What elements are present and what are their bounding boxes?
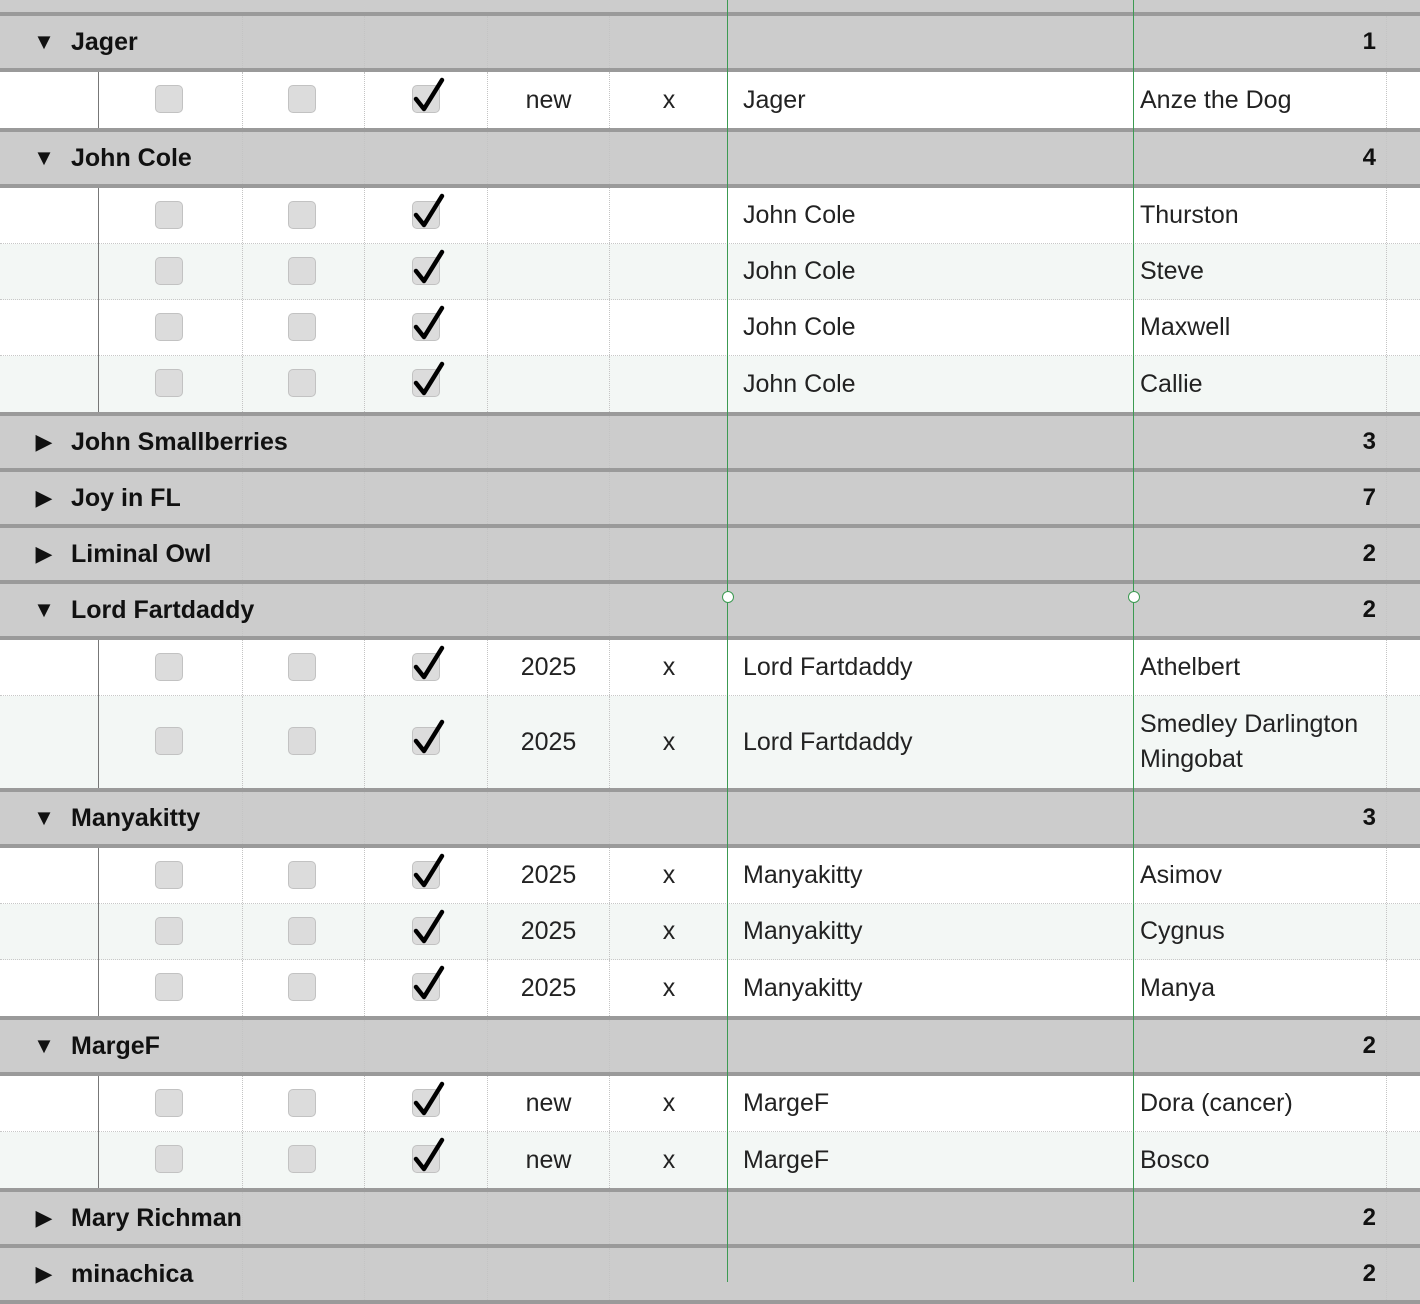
year-cell[interactable]: 2025: [520, 653, 577, 681]
column-divider: [364, 1020, 365, 1072]
group-rows: [0, 1076, 1420, 1192]
column-divider: [242, 528, 243, 580]
group-row[interactable]: [0, 584, 1420, 640]
year-cell[interactable]: 2025: [520, 727, 577, 756]
column-divider: [609, 528, 610, 580]
column-divider: [487, 132, 488, 184]
x-cell[interactable]: [610, 300, 728, 355]
year-cell[interactable]: new: [525, 1089, 572, 1117]
column-divider: [1386, 188, 1387, 243]
checkbox[interactable]: [155, 861, 183, 889]
pet-name-cell[interactable]: Cygnus: [1140, 917, 1225, 945]
triangle-right-icon[interactable]: ▶: [35, 1261, 53, 1286]
column-divider: [242, 472, 243, 524]
checkbox[interactable]: [288, 973, 316, 1001]
column-divider: [487, 792, 488, 844]
column-divider: [242, 792, 243, 844]
column-divider: [487, 472, 488, 524]
year-cell[interactable]: 2025: [520, 973, 577, 1002]
owner-cell[interactable]: MargeF: [743, 1089, 830, 1117]
column-divider: [1386, 416, 1387, 468]
checkbox[interactable]: [288, 727, 316, 755]
column-divider: [242, 696, 243, 788]
checkbox[interactable]: [412, 201, 440, 229]
pet-name-cell[interactable]: Smedley Darlington Mingobat: [1140, 710, 1359, 773]
column-divider: [609, 584, 610, 636]
column-divider: [1386, 1248, 1387, 1300]
triangle-right-icon[interactable]: ▶: [35, 485, 53, 510]
column-divider: [364, 584, 365, 636]
column-divider: [1386, 960, 1387, 1016]
column-divider: [364, 848, 365, 903]
column-divider: [1386, 1020, 1387, 1072]
group-row[interactable]: [0, 1192, 1420, 1248]
owner-cell[interactable]: John Cole: [743, 201, 856, 229]
column-divider: [487, 528, 488, 580]
column-divider: [242, 356, 243, 412]
year-cell[interactable]: new: [525, 85, 572, 114]
x-cell[interactable]: x: [662, 861, 676, 889]
column-divider: [1386, 356, 1387, 412]
pet-name-cell[interactable]: Bosco: [1140, 1145, 1210, 1174]
pet-name-cell[interactable]: Athelbert: [1140, 653, 1241, 681]
table-row[interactable]: [0, 244, 1420, 300]
column-divider: [609, 132, 610, 184]
owner-cell[interactable]: John Cole: [743, 313, 856, 341]
column-divider: [1386, 472, 1387, 524]
checkbox[interactable]: [412, 313, 440, 341]
checkbox[interactable]: [412, 369, 440, 397]
table-row[interactable]: [0, 188, 1420, 244]
column-guide-handle[interactable]: [722, 591, 734, 603]
group-count: 2: [1362, 1032, 1376, 1059]
checkmark-icon: [412, 964, 446, 1004]
checkmark-icon: [412, 718, 446, 758]
pet-name-cell[interactable]: Anze the Dog: [1140, 85, 1292, 114]
checkbox[interactable]: [155, 1145, 183, 1173]
triangle-down-icon[interactable]: ▼: [33, 29, 55, 54]
checkmark-icon: [412, 248, 446, 288]
checkbox[interactable]: [288, 653, 316, 681]
checkbox[interactable]: [412, 861, 440, 889]
column-divider: [609, 416, 610, 468]
column-divider: [364, 132, 365, 184]
triangle-down-icon[interactable]: ▼: [33, 145, 55, 170]
pet-name-cell[interactable]: Maxwell: [1140, 313, 1231, 341]
x-cell[interactable]: x: [662, 727, 676, 756]
checkmark-icon: [412, 908, 446, 948]
checkbox[interactable]: [412, 727, 440, 755]
owner-cell[interactable]: John Cole: [743, 257, 856, 285]
checkbox[interactable]: [412, 1145, 440, 1173]
pet-name-cell[interactable]: Steve: [1140, 257, 1204, 285]
column-divider: [242, 16, 243, 68]
pet-name-cell[interactable]: Asimov: [1140, 861, 1222, 889]
checkbox[interactable]: [412, 917, 440, 945]
column-divider: [1386, 16, 1387, 68]
checkmark-icon: [412, 304, 446, 344]
column-divider: [1386, 244, 1387, 299]
year-cell[interactable]: [488, 356, 609, 412]
group-count: 1: [1362, 28, 1376, 55]
triangle-down-icon[interactable]: ▼: [33, 805, 55, 830]
group-name: Liminal Owl: [71, 540, 212, 568]
column-divider: [242, 1192, 243, 1244]
owner-cell[interactable]: Lord Fartdaddy: [743, 727, 913, 756]
column-divider: [364, 472, 365, 524]
column-divider: [364, 1248, 365, 1300]
group-count: 7: [1362, 484, 1376, 511]
checkbox[interactable]: [412, 85, 440, 113]
column-divider: [364, 640, 365, 695]
column-divider: [487, 16, 488, 68]
x-cell[interactable]: x: [662, 917, 676, 945]
checkmark-icon: [412, 76, 446, 116]
column-divider: [609, 1248, 610, 1300]
pet-name-cell[interactable]: Manya: [1140, 973, 1216, 1002]
checkbox[interactable]: [412, 973, 440, 1001]
checkbox[interactable]: [412, 653, 440, 681]
group-rows: [0, 640, 1420, 792]
group-name: Jager: [71, 28, 138, 56]
checkbox[interactable]: [288, 917, 316, 945]
x-cell[interactable]: [610, 244, 728, 299]
column-divider: [609, 792, 610, 844]
x-cell[interactable]: x: [662, 85, 676, 114]
column-divider: [364, 356, 365, 412]
checkmark-icon: [412, 1080, 446, 1120]
column-divider: [242, 1248, 243, 1300]
table-top-edge: [0, 0, 1420, 16]
group-name: Joy in FL: [71, 484, 181, 512]
group-name: John Cole: [71, 144, 192, 172]
owner-cell[interactable]: Manyakitty: [743, 861, 863, 889]
group-rows: [0, 188, 1420, 416]
column-divider: [1386, 300, 1387, 355]
owner-cell[interactable]: MargeF: [743, 1145, 830, 1174]
triangle-down-icon[interactable]: ▼: [33, 1033, 55, 1058]
checkbox[interactable]: [288, 861, 316, 889]
group-count: 2: [1362, 596, 1376, 623]
checkmark-icon: [412, 192, 446, 232]
year-cell[interactable]: 2025: [520, 917, 577, 945]
column-divider: [364, 188, 365, 243]
group-name: John Smallberries: [71, 428, 288, 456]
column-divider: [364, 16, 365, 68]
year-cell[interactable]: 2025: [520, 861, 577, 889]
checkbox[interactable]: [155, 369, 183, 397]
column-divider: [242, 132, 243, 184]
year-cell[interactable]: new: [525, 1145, 572, 1174]
checkbox[interactable]: [288, 369, 316, 397]
checkbox[interactable]: [155, 727, 183, 755]
checkbox[interactable]: [155, 201, 183, 229]
group-count: 3: [1362, 804, 1376, 831]
checkbox[interactable]: [412, 257, 440, 285]
table-row[interactable]: [0, 960, 1420, 1016]
group-name: Manyakitty: [71, 804, 201, 832]
year-cell[interactable]: [488, 188, 609, 243]
column-divider: [242, 188, 243, 243]
column-divider: [487, 584, 488, 636]
checkbox[interactable]: [155, 917, 183, 945]
triangle-down-icon[interactable]: ▼: [33, 597, 55, 622]
group-rows: [0, 848, 1420, 1020]
column-divider: [1386, 1132, 1387, 1188]
column-divider: [1386, 584, 1387, 636]
checkbox[interactable]: [155, 653, 183, 681]
group-row[interactable]: [0, 416, 1420, 472]
triangle-right-icon[interactable]: ▶: [35, 429, 53, 454]
group-row[interactable]: [0, 472, 1420, 528]
column-divider: [242, 1020, 243, 1072]
column-divider: [242, 960, 243, 1016]
table-row[interactable]: [0, 848, 1420, 904]
column-divider: [242, 72, 243, 128]
column-divider: [609, 472, 610, 524]
column-divider: [364, 696, 365, 788]
table-row[interactable]: [0, 1076, 1420, 1132]
group-row[interactable]: [0, 792, 1420, 848]
x-cell[interactable]: [610, 356, 728, 412]
year-cell[interactable]: [488, 244, 609, 299]
group-name: MargeF: [71, 1032, 160, 1060]
checkbox[interactable]: [288, 1089, 316, 1117]
column-divider: [242, 1076, 243, 1131]
checkmark-icon: [412, 360, 446, 400]
x-cell[interactable]: [610, 188, 728, 243]
owner-cell[interactable]: Lord Fartdaddy: [743, 653, 913, 681]
column-divider: [242, 300, 243, 355]
table-row[interactable]: [0, 696, 1420, 788]
table-row[interactable]: [0, 72, 1420, 128]
checkbox[interactable]: [288, 313, 316, 341]
column-divider: [609, 1192, 610, 1244]
x-cell[interactable]: x: [662, 1145, 676, 1174]
column-divider: [364, 300, 365, 355]
column-divider: [364, 792, 365, 844]
column-divider: [364, 960, 365, 1016]
x-cell[interactable]: x: [662, 1089, 676, 1117]
checkbox[interactable]: [155, 85, 183, 113]
pet-name-cell[interactable]: Callie: [1140, 369, 1203, 398]
column-divider: [487, 1248, 488, 1300]
checkmark-icon: [412, 1136, 446, 1176]
group-row[interactable]: [0, 132, 1420, 188]
column-divider: [1386, 1076, 1387, 1131]
group-count: 3: [1362, 428, 1376, 455]
checkbox[interactable]: [412, 1089, 440, 1117]
table-body: [0, 16, 1420, 1304]
triangle-right-icon[interactable]: ▶: [35, 1205, 53, 1230]
column-divider: [1386, 792, 1387, 844]
column-divider: [242, 848, 243, 903]
pet-name-cell[interactable]: Thurston: [1140, 201, 1239, 229]
column-divider: [364, 1132, 365, 1188]
column-divider: [364, 244, 365, 299]
checkbox[interactable]: [288, 201, 316, 229]
group-count: 4: [1362, 144, 1376, 171]
column-divider: [1386, 528, 1387, 580]
group-name: Mary Richman: [71, 1204, 242, 1232]
checkbox[interactable]: [155, 257, 183, 285]
checkbox[interactable]: [155, 313, 183, 341]
column-divider: [609, 1020, 610, 1072]
column-divider: [364, 528, 365, 580]
group-row[interactable]: [0, 528, 1420, 584]
checkbox[interactable]: [155, 1089, 183, 1117]
column-divider: [364, 904, 365, 959]
owner-cell[interactable]: Manyakitty: [743, 917, 863, 945]
owner-cell[interactable]: Manyakitty: [743, 973, 863, 1002]
x-cell[interactable]: x: [662, 973, 676, 1002]
checkbox[interactable]: [288, 85, 316, 113]
pet-name-cell[interactable]: Dora (cancer): [1140, 1089, 1293, 1117]
column-divider: [1386, 1192, 1387, 1244]
group-name: minachica: [71, 1260, 194, 1288]
column-divider: [1386, 640, 1387, 695]
column-divider: [1386, 904, 1387, 959]
column-guide-handle[interactable]: [1128, 591, 1140, 603]
owner-cell[interactable]: Jager: [743, 85, 806, 114]
group-name: Lord Fartdaddy: [71, 596, 255, 624]
group-count: 2: [1362, 1260, 1376, 1287]
x-cell[interactable]: x: [662, 653, 676, 681]
column-divider: [1386, 132, 1387, 184]
group-rows: [0, 72, 1420, 132]
column-divider: [242, 244, 243, 299]
triangle-right-icon[interactable]: ▶: [35, 541, 53, 566]
column-divider: [1386, 848, 1387, 903]
column-divider: [242, 1132, 243, 1188]
table-row[interactable]: [0, 904, 1420, 960]
group-row[interactable]: [0, 1248, 1420, 1304]
column-divider: [609, 16, 610, 68]
checkbox[interactable]: [288, 1145, 316, 1173]
table-row[interactable]: [0, 300, 1420, 356]
column-divider: [364, 416, 365, 468]
column-divider: [487, 1020, 488, 1072]
group-row[interactable]: [0, 16, 1420, 72]
column-divider: [487, 1192, 488, 1244]
column-divider: [364, 1076, 365, 1131]
column-divider: [1386, 696, 1387, 788]
table-row[interactable]: [0, 1132, 1420, 1188]
year-cell[interactable]: [488, 300, 609, 355]
column-divider: [364, 1192, 365, 1244]
column-divider: [364, 72, 365, 128]
table-row[interactable]: [0, 640, 1420, 696]
table-row[interactable]: [0, 356, 1420, 412]
column-divider: [487, 416, 488, 468]
checkbox[interactable]: [155, 973, 183, 1001]
checkmark-icon: [412, 852, 446, 892]
group-count: 2: [1362, 540, 1376, 567]
owner-cell[interactable]: John Cole: [743, 369, 856, 398]
checkmark-icon: [412, 644, 446, 684]
group-count: 2: [1362, 1204, 1376, 1231]
column-divider: [242, 640, 243, 695]
column-divider: [1386, 72, 1387, 128]
column-divider: [242, 904, 243, 959]
group-row[interactable]: [0, 1020, 1420, 1076]
checkbox[interactable]: [288, 257, 316, 285]
